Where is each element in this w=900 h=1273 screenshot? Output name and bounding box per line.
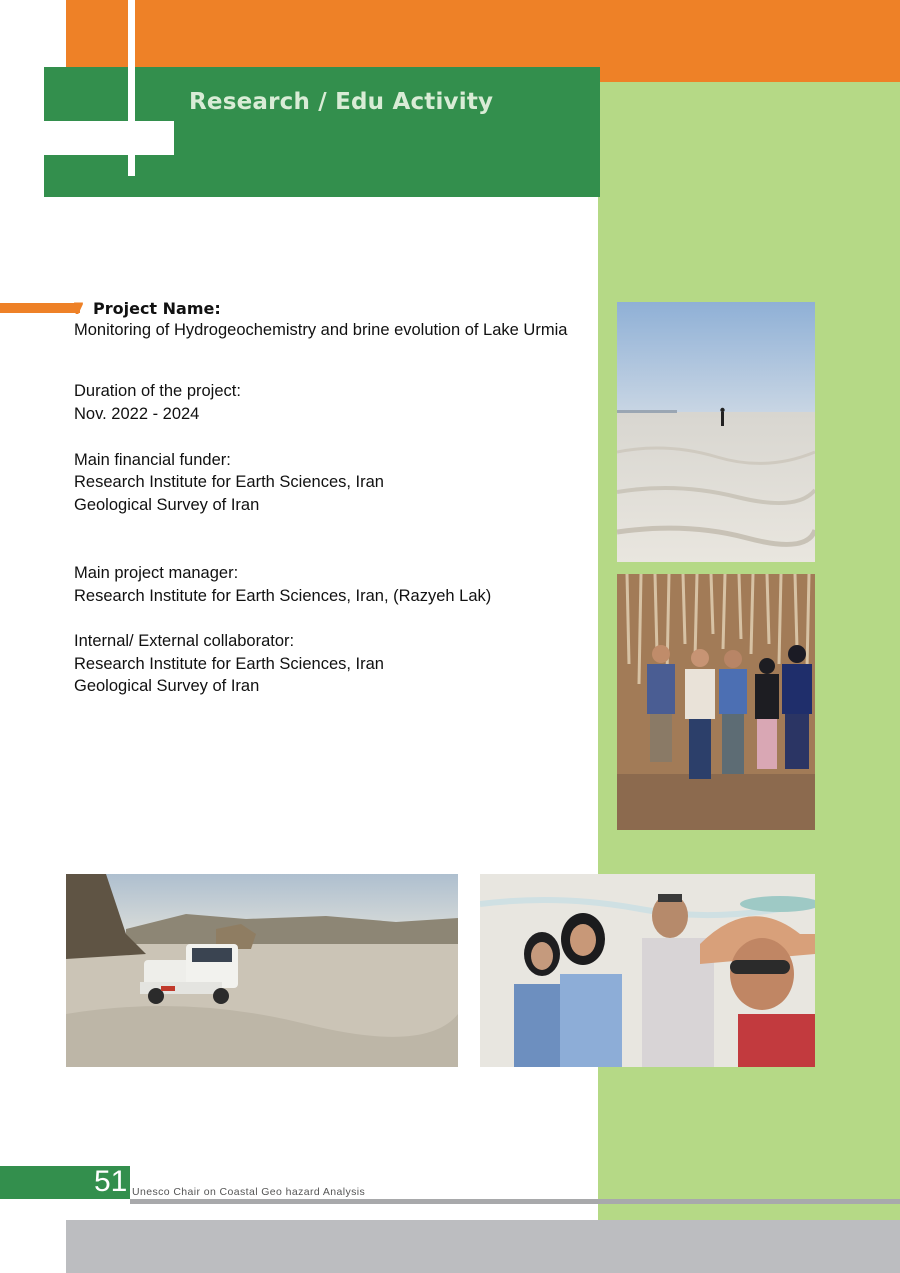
collaborator-label: Internal/ External collaborator: [74,632,295,650]
collaborator-line-2: Geological Survey of Iran [74,677,260,695]
collaborator-line-1: Research Institute for Earth Sciences, Iran [74,655,384,673]
photo-selfie-group [480,874,815,1067]
project-name-label: Project Name: [93,299,221,318]
footer-caption: Unesco Chair on Coastal Geo hazard Analysis [132,1186,366,1198]
duration-label: Duration of the project: [74,382,241,400]
duration-value: Nov. 2022 - 2024 [74,405,200,423]
project-number: 7 [73,299,85,318]
photo-field-truck [66,874,458,1067]
project-title: Monitoring of Hydrogeochemistry and brine evolution of Lake Urmia [74,321,568,339]
header-white-notch [44,121,174,155]
manager-value: Research Institute for Earth Sciences, Iran, (Razyeh Lak) [74,587,492,605]
funder-label: Main financial funder: [74,451,231,469]
funder-line-2: Geological Survey of Iran [74,496,260,514]
header-white-divider [128,0,135,176]
section-title: Research / Edu Activity [189,89,494,115]
page-number: 51 [94,1165,128,1198]
footer-gray-band [66,1220,900,1273]
photo-salt-cave-group [617,574,815,830]
funder-line-1: Research Institute for Earth Sciences, Iran [74,473,384,491]
footer-rule [130,1199,900,1204]
project-accent-bar [0,303,80,313]
photo-salt-flat [617,302,815,562]
manager-label: Main project manager: [74,564,239,582]
